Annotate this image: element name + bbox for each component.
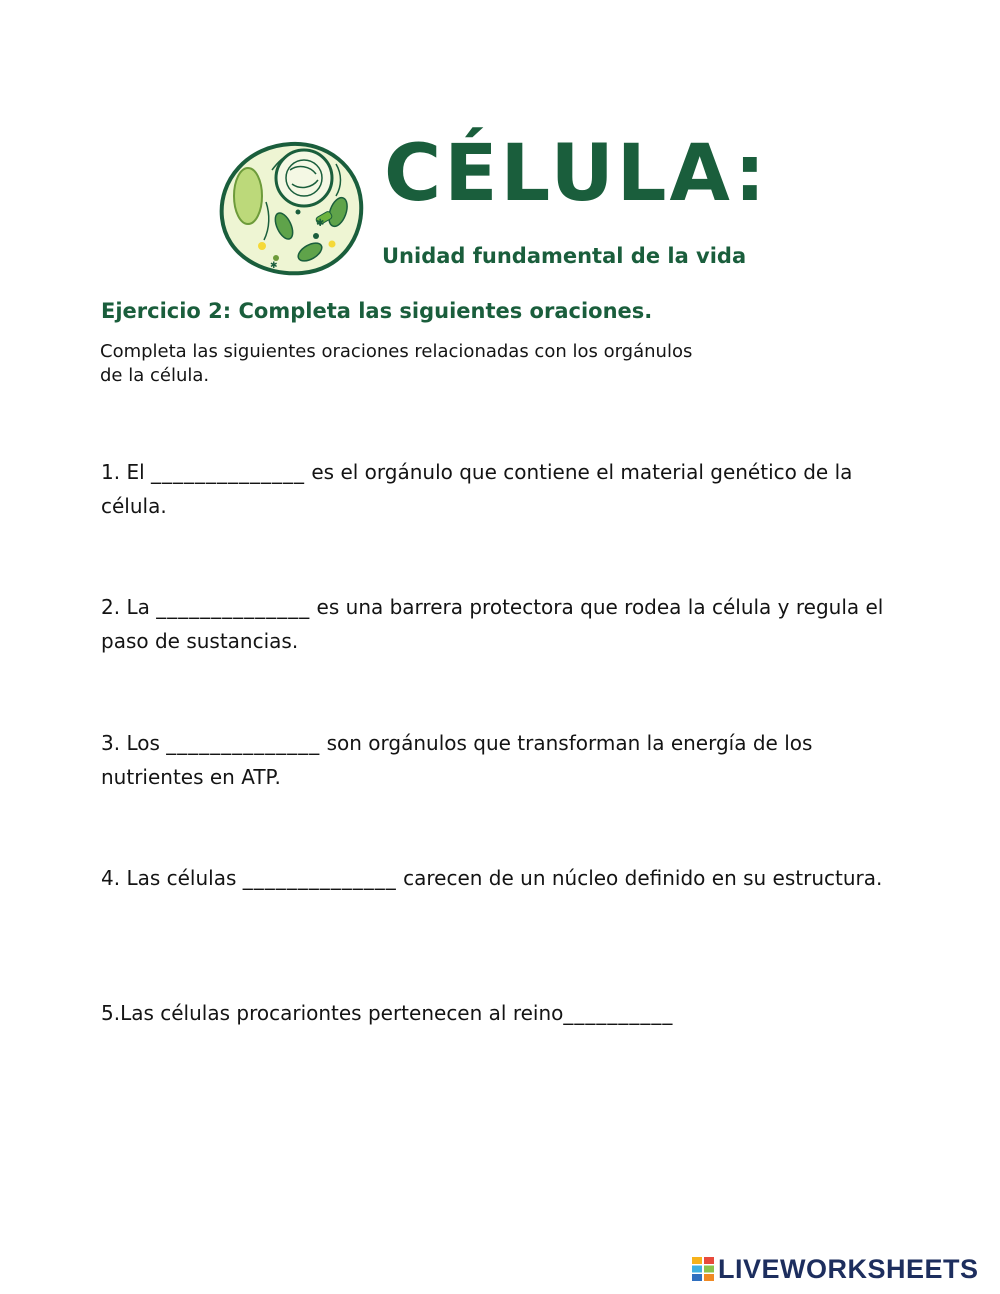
answer-blank[interactable]: ______________	[156, 595, 311, 619]
exercise-title: Ejercicio 2: Completa las siguientes oraciones.	[101, 299, 653, 323]
exercise-instructions	[100, 340, 820, 388]
answer-blank[interactable]: ______________	[166, 731, 321, 755]
answer-blank[interactable]: ______________	[151, 460, 305, 484]
liveworksheets-brand[interactable]	[692, 1252, 979, 1286]
question-text: son orgánulos que transforman la energía de los nutrientes en ATP.	[101, 731, 813, 789]
question-text: 2. La	[101, 595, 157, 619]
question-text: es el orgánulo que contiene el material genético de la célula.	[101, 460, 853, 518]
question-text: 5.Las células procariontes pertenecen al reino	[101, 1001, 564, 1025]
brand-name: LIVEWORKSHEETS	[718, 1253, 979, 1284]
question-text: es una barrera protectora que rodea la célula y regula el paso de sustancias.	[101, 595, 884, 653]
question-4	[101, 861, 901, 895]
question-1	[101, 455, 901, 523]
question-text: 4. Las células	[101, 866, 243, 890]
question-3	[101, 726, 901, 794]
worksheet-header	[218, 118, 788, 278]
liveworksheets-logo-icon	[692, 1257, 714, 1281]
cell-icon	[218, 140, 364, 276]
worksheet-title: CÉLULA:	[384, 129, 769, 219]
question-text: 3. Los	[101, 731, 167, 755]
svg-text:✱: ✱	[316, 218, 325, 229]
question-5	[101, 996, 901, 1030]
question-2	[101, 590, 901, 658]
instructions-line: Completa las siguientes oraciones relacionadas con los orgánulos	[100, 341, 693, 362]
answer-blank[interactable]: __________	[563, 1001, 674, 1025]
instructions-line: de la célula.	[100, 365, 210, 386]
question-text: carecen de un núcleo definido en su estructura.	[396, 866, 883, 890]
answer-blank[interactable]: ______________	[242, 866, 397, 890]
worksheet-subtitle: Unidad fundamental de la vida	[382, 244, 747, 268]
question-text: 1. El	[101, 460, 151, 484]
svg-text:✱: ✱	[270, 261, 278, 271]
